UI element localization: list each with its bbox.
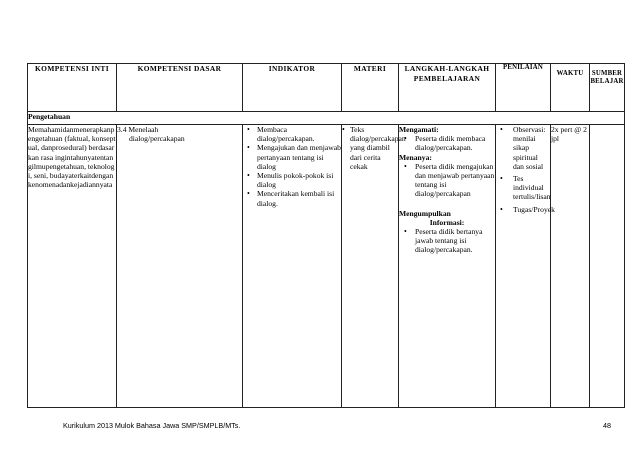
menanya-heading: Menanya:: [399, 152, 432, 162]
list-item: • Peserta didik bertanya jawab tentang isi dialog/percakapan.: [399, 227, 495, 255]
mengumpulkan-list: [399, 227, 495, 255]
waktu-cell: [551, 125, 590, 408]
kd-number: 3.4 Menelaah: [117, 125, 159, 134]
mengumpulkan-heading: Mengumpulkan: [399, 208, 451, 218]
header-waktu: WAKTU: [551, 64, 590, 112]
list-item: • Menulis pokok-pokok isi dialog: [243, 171, 341, 189]
ki-cell: [28, 125, 117, 408]
section-label: Pengetahuan: [28, 112, 625, 125]
header-kompetensi-inti: KOMPETENSI INTI: [28, 64, 117, 112]
list-item: • Peserta didik membaca dialog/percakapan.: [399, 134, 495, 152]
indikator-list: [243, 125, 341, 208]
waktu-value: 2x pert @ 2 jpl: [551, 125, 587, 144]
ki-text: Memahamidanmenerapkanpengetahuan (faktual, konseptual, danprosedural) berdasarkan rasa ingintahunyatentangilmupengetahuan, teknologi, seni, budayaterkaitdengankenomenadankejadiannyata: [28, 125, 116, 190]
footer-text: Kurikulum 2013 Mulok Bahasa Jawa SMP/SMPLB/MTs.: [63, 421, 241, 430]
page-footer: [63, 421, 611, 430]
materi-list: [342, 125, 406, 171]
header-langkah: LANGKAH-LANGKAH PEMBELAJARAN: [399, 64, 496, 112]
materi-cell: [342, 125, 406, 408]
list-item: • Mengajukan dan menjawab pertanyaan tentang isi dialog: [243, 143, 341, 171]
list-item: • Peserta didik mengajukan dan menjawab pertanyaan tentang isi dialog/percakapan: [399, 162, 495, 199]
list-item: • Tes individual tertulis/lisan: [496, 174, 550, 202]
informasi-heading: Informasi:: [429, 217, 465, 227]
header-kompetensi-dasar: KOMPETENSI DASAR: [117, 64, 243, 112]
header-indikator: INDIKATOR: [243, 64, 342, 112]
header-materi: MATERI: [342, 64, 399, 112]
langkah-cell: [399, 125, 496, 408]
kd-cell: [117, 125, 243, 408]
mengamati-heading: Mengamati:: [399, 125, 439, 134]
header-penilaian: PENILAIAN: [496, 64, 551, 112]
menanya-list: [399, 162, 495, 199]
syllabus-table: [27, 63, 625, 408]
mengamati-list: [399, 134, 495, 152]
sumber-cell: [590, 125, 625, 408]
header-sumber-belajar: SUMBER BELAJAR: [590, 64, 625, 112]
page-number: 48: [603, 421, 611, 430]
list-item: • Observasi: menilai sikap spiritual dan sosial: [496, 125, 550, 171]
list-item: • Teks dialog/percakapan yang diambil dari cerita cekak: [342, 125, 398, 171]
kd-continuation: dialog/percakapan: [129, 134, 185, 144]
penilaian-cell: [496, 125, 555, 408]
list-item: • Tugas/Proyek: [496, 205, 550, 214]
list-item: • Membaca dialog/percakapan.: [243, 125, 341, 143]
indikator-cell: [243, 125, 342, 408]
list-item: • Menceritakan kembali isi dialog.: [243, 189, 341, 207]
penilaian-list: [496, 125, 555, 214]
